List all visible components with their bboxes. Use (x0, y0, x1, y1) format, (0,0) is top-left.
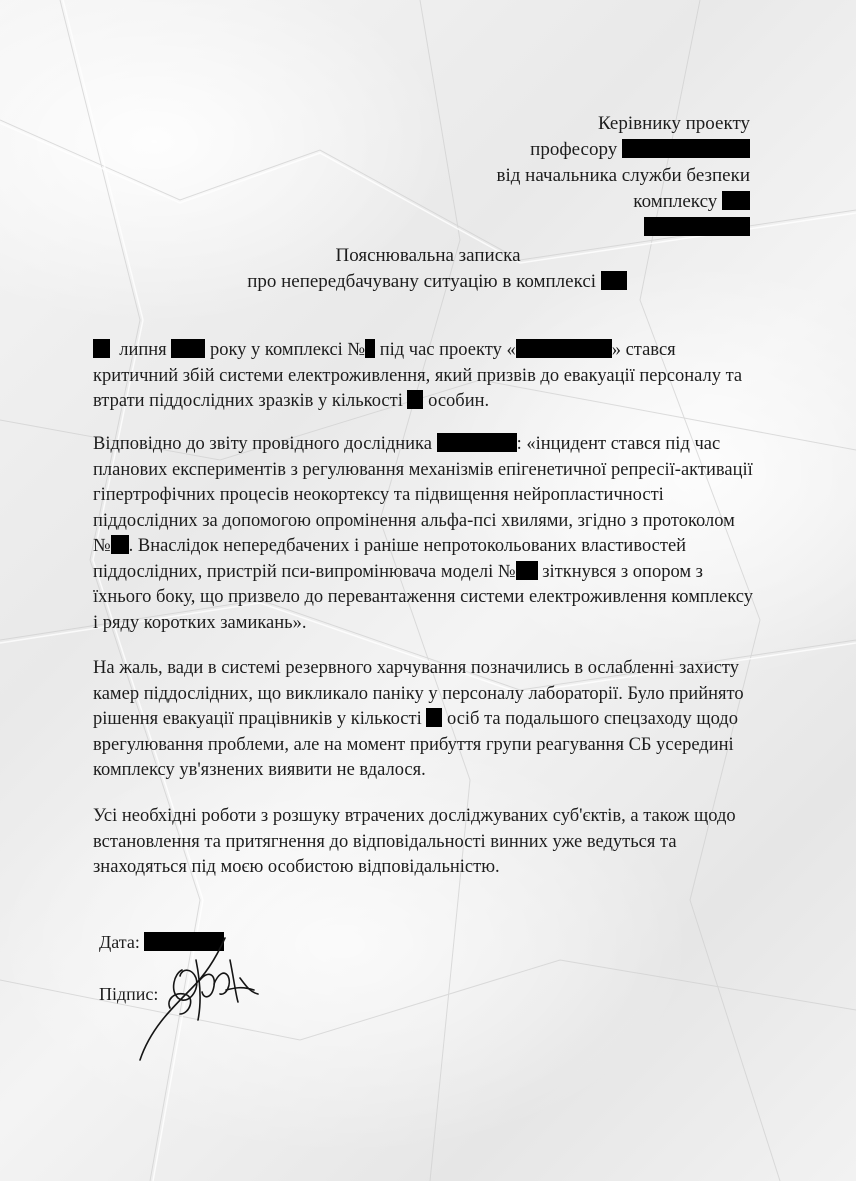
addressee-professor-label: професору (530, 139, 618, 160)
text-fragment: липня (119, 340, 167, 360)
paragraph-line: комплексу ув'язнених виявити не вдалося. (93, 760, 426, 780)
paragraph-line: їхнього боку, що призвело до перевантаження системи електроживлення комплексу (93, 587, 754, 607)
paragraph-line (93, 389, 773, 415)
redaction-bar (622, 139, 750, 158)
paragraph-line: На жаль, вади в системі резервного харчування позначились в ослабленні захисту (93, 658, 740, 678)
paragraph-1 (93, 338, 773, 415)
text-fragment: втрати піддослідних зразків у кількості (93, 391, 403, 411)
paragraph-line: критичний збій системи електроживлення, який призвів до евакуації персоналу та (93, 365, 743, 386)
redaction-bar (365, 339, 375, 358)
paragraph-line: Усі необхідні роботи з розшуку втрачених досліджуваних суб'єктів, а також щодо (93, 806, 736, 826)
addressee-complex-label: комплексу (633, 191, 718, 212)
redaction-bar (644, 217, 750, 236)
text-fragment: осіб та подальшого спецзаходу щодо (447, 709, 738, 729)
text-fragment: року у комплексі № (209, 340, 366, 360)
text-fragment: рішення евакуації працівників у кількості (93, 709, 422, 729)
paragraph-3 (93, 656, 773, 784)
handwritten-signature (130, 930, 270, 1070)
text-fragment: » стався (611, 340, 676, 360)
title-line-2 (0, 269, 856, 295)
text-fragment: зіткнувся з опором з (542, 561, 703, 582)
paragraph-line: знаходяться під моєю особистою відповідальністю. (93, 857, 500, 877)
redaction-bar (171, 339, 205, 358)
signature-label: Підпис: (99, 984, 159, 1004)
text-fragment: : «інцидент стався під час (516, 434, 721, 454)
redaction-bar (601, 271, 627, 290)
text-fragment: № (93, 536, 111, 556)
redaction-bar (516, 339, 612, 358)
paragraph-line: планових експериментів з регулювання механізмів епігенетичної репресії-активації (93, 459, 753, 480)
paragraph-line: і ряду коротких замикань». (93, 612, 307, 633)
paragraph-line (93, 534, 773, 560)
paragraph-line (93, 560, 773, 586)
addressee-block (497, 111, 751, 241)
redaction-bar (426, 708, 442, 727)
paragraph-4 (93, 804, 773, 881)
paragraph-line: гіпертрофічних процесів неокортексу та підвищення нейропластичності (93, 485, 664, 505)
paragraph-line: встановлення та притягнення до відповідальності винних уже ведуться та (93, 831, 677, 852)
document-title (0, 243, 856, 295)
redaction-bar (111, 535, 129, 554)
text-fragment: Відповідно до звіту провідного дослідника (93, 434, 432, 454)
paragraph-line: врегулювання проблеми, але на момент прибуття групи реагування СБ усередині (93, 734, 734, 755)
addressee-line-3: від начальника служби безпеки (496, 165, 750, 186)
redaction-bar (722, 191, 750, 210)
date-label: Дата: (99, 932, 140, 952)
text-fragment: піддослідних, пристрій пси-випромінювача моделі № (93, 561, 516, 582)
addressee-line-4 (497, 189, 751, 215)
addressee-line-1: Керівнику проекту (597, 113, 750, 134)
text-fragment: під час проекту « (379, 340, 516, 360)
paragraph-line (93, 338, 773, 364)
paragraph-line (93, 707, 773, 733)
redaction-bar (407, 390, 423, 409)
title-line-1: Пояснювальна записка (335, 245, 521, 266)
redaction-bar (437, 433, 517, 452)
paragraph-2 (93, 432, 773, 636)
text-fragment: особин. (428, 391, 490, 411)
text-fragment: . Внаслідок непередбачених і раніше непротокольованих властивостей (128, 536, 687, 556)
paragraph-line (93, 432, 773, 458)
redaction-bar (516, 561, 538, 580)
addressee-line-5 (497, 215, 751, 241)
title-line-2-text: про непередбачувану ситуацію в комплексі (247, 271, 597, 292)
paragraph-line: камер піддослідних, що викликало паніку у персоналу лабораторії. Було прийнято (93, 683, 744, 704)
paragraph-line: піддослідних за допомогою опромінення альфа-псі хвилями, згідно з протоколом (93, 510, 735, 531)
addressee-line-2 (497, 137, 751, 163)
redaction-bar (93, 339, 110, 358)
